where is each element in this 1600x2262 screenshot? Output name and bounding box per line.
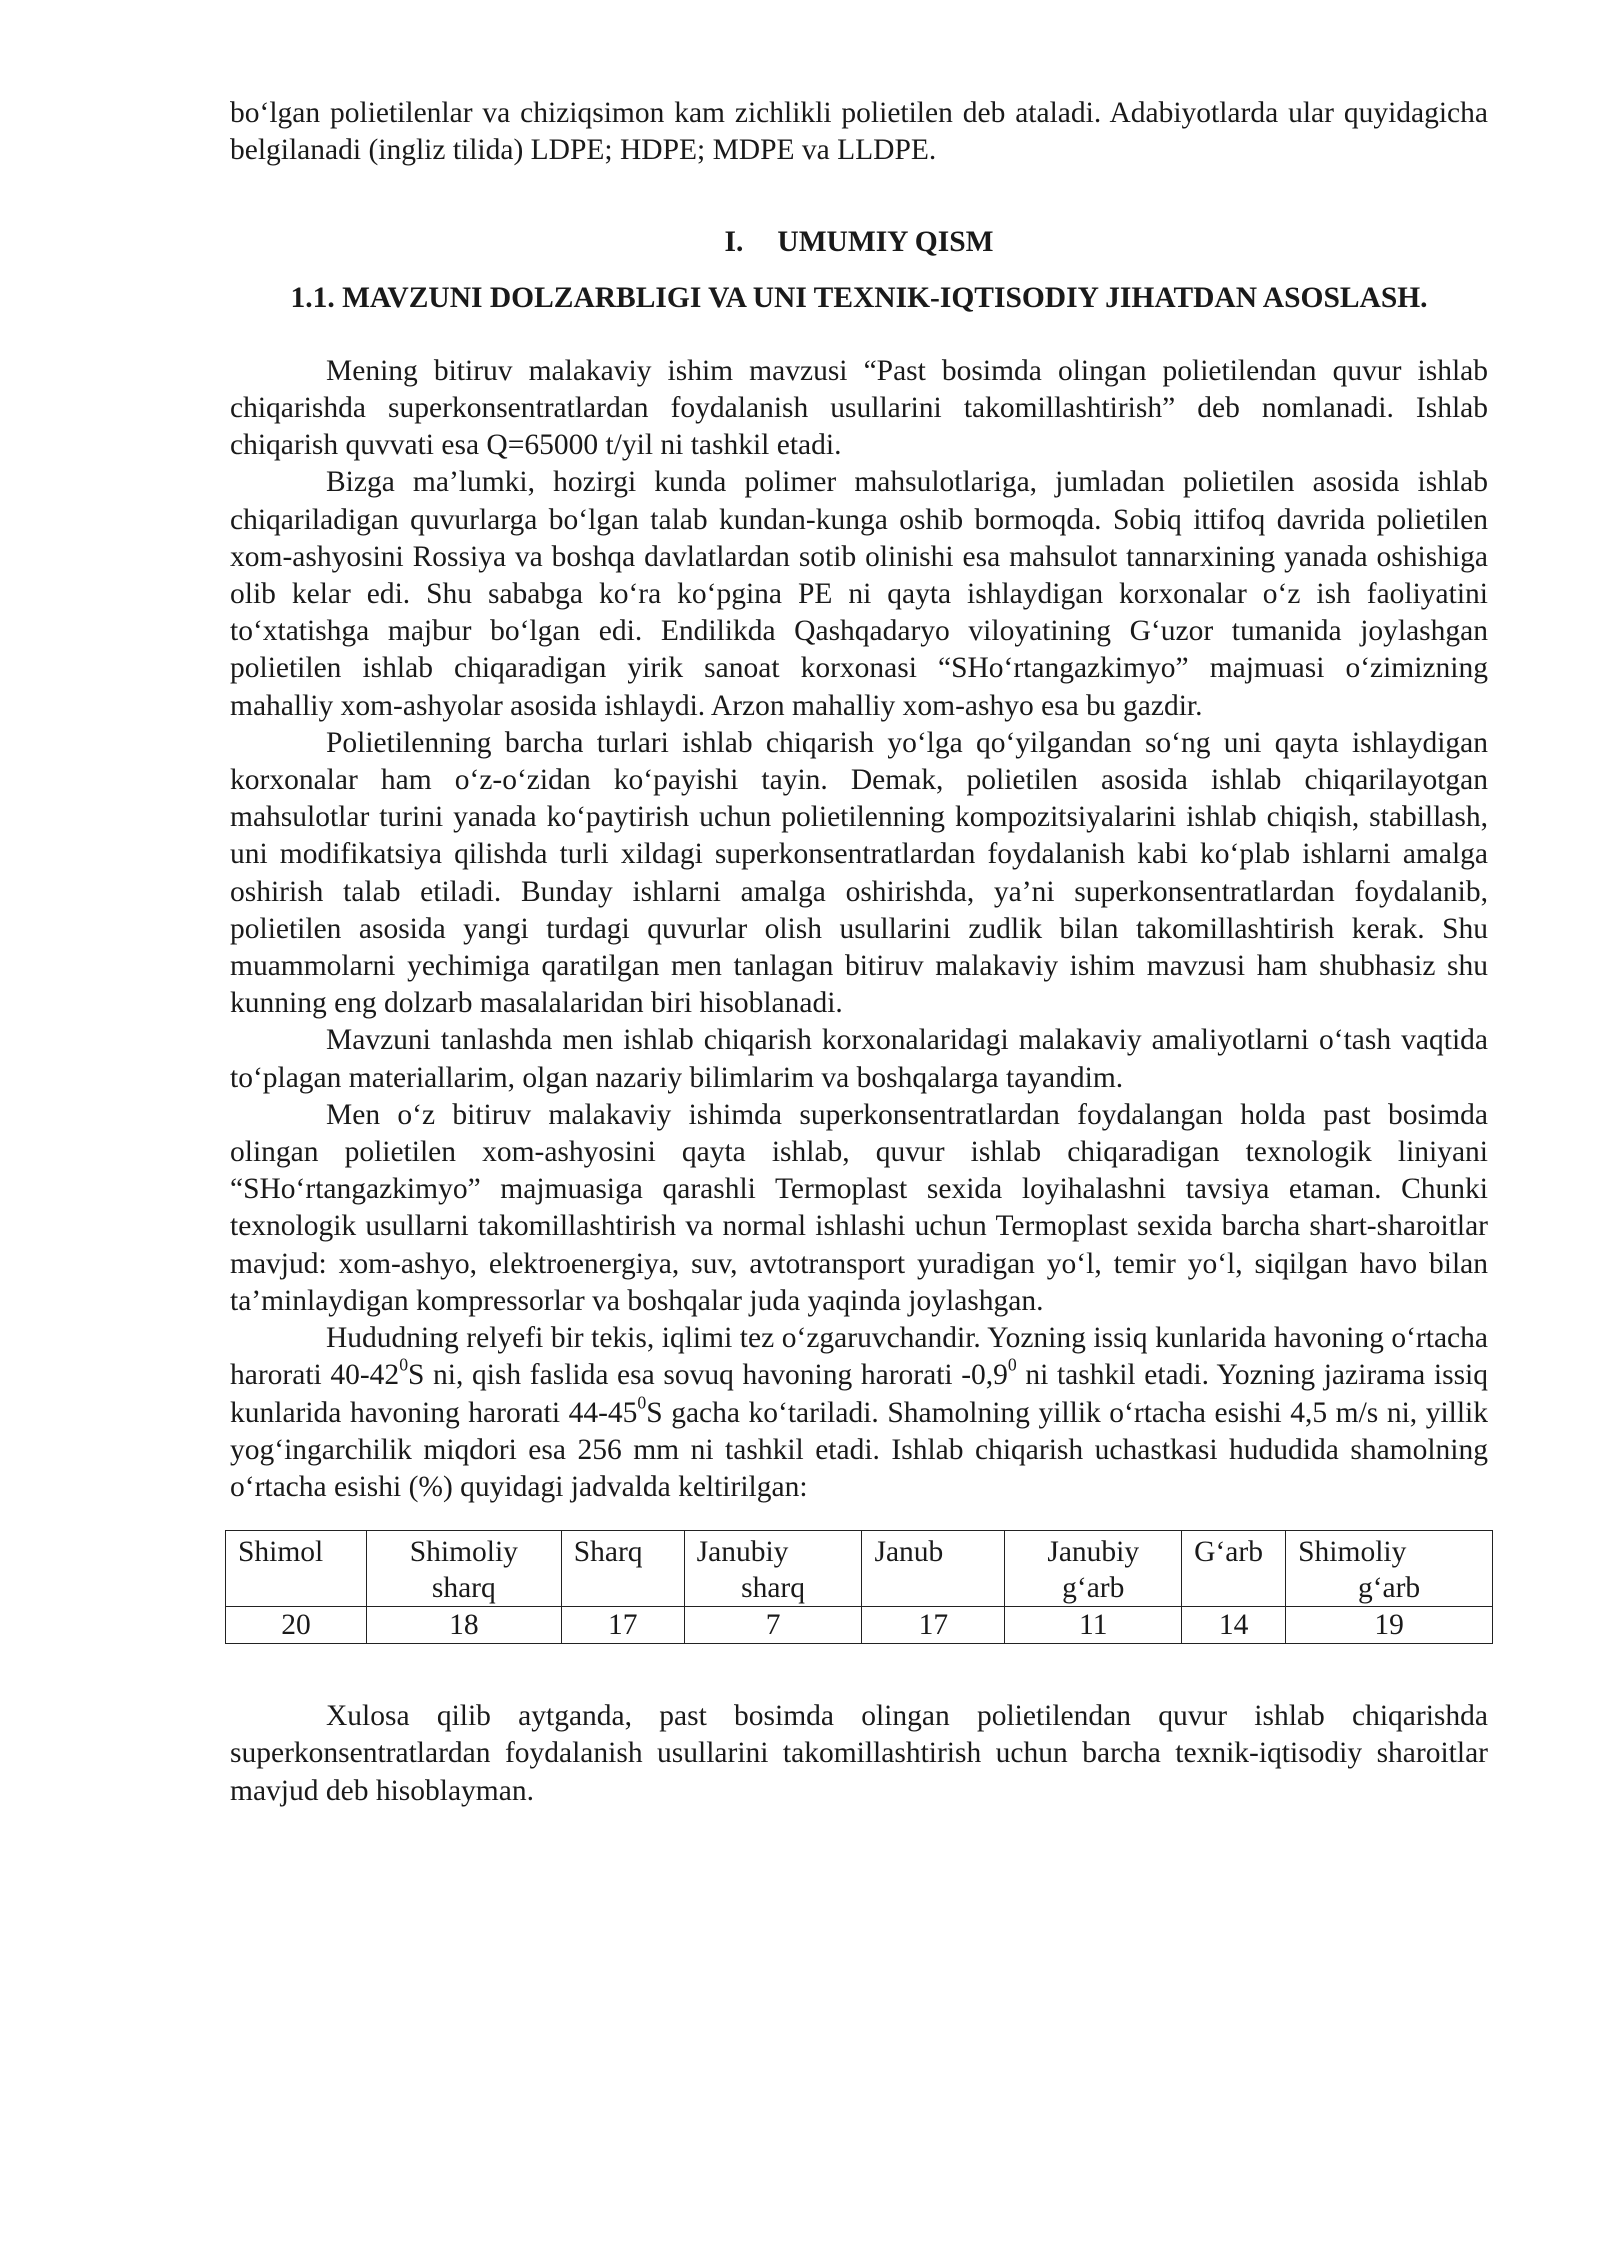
table-cell: 7 [684, 1607, 862, 1644]
table-header-cell: Shimoliy g‘arb [1286, 1531, 1493, 1607]
section-number: I. [724, 226, 744, 259]
subsection-heading: 1.1. MAVZUNI DOLZARBLIGI VA UNI TEXNIK-IQTISODIY JIHATDAN ASOSLASH. [290, 281, 1428, 314]
section-heading [230, 224, 1488, 261]
document-page [230, 95, 1488, 1810]
table-cell: 18 [366, 1607, 561, 1644]
degree-sup-1: 0 [399, 1355, 409, 1376]
climate-text-3: ni tashkil etadi. Yozning jazirama issiq kunlarida havoning harorati 44-45 [230, 1359, 1488, 1429]
wind-table [225, 1530, 1493, 1644]
paragraph-climate [230, 1320, 1488, 1506]
table-cell: 14 [1182, 1607, 1286, 1644]
climate-text-2: S ni, qish faslida esa sovuq havoning harorati -0,9 [408, 1359, 1008, 1392]
table-header-cell: Sharq [561, 1531, 684, 1607]
degree-sup-3: 0 [637, 1392, 647, 1413]
table-cell: 20 [226, 1607, 367, 1644]
table-cell: 11 [1005, 1607, 1182, 1644]
paragraph-demand: Bizga ma’lumki, hozirgi kunda polimer mahsulotlariga, jumladan polietilen asosida ishlab chiqariladigan quvurlarga bo‘lgan talab kundan-kunga oshib bormoqda. Sobiq ittifoq davrida polietilen xom-ashyosini Rossiya va boshqa davlatlardan sotib olinishi esa mahsulot tannarxining yanada oshishiga olib kelar edi. Shu sababga ko‘ra ko‘pgina PE ni qayta ishlaydigan korxonalar o‘z ish faoliyatini to‘xtatishga majbur bo‘lgan edi. Endilikda Qashqadaryo viloyatining G‘uzor tumanida joylashgan polietilen ishlab chiqaradigan yirik sanoat korxonasi “SHo‘rtangazkimyo” majmuasi o‘zimizning mahalliy xom-ashyolar asosida ishlaydi. Arzon mahalliy xom-ashyo esa bu gazdir. [230, 466, 1488, 722]
table-header-cell: G‘arb [1182, 1531, 1286, 1607]
climate-text-4: S gacha ko‘tariladi. Shamolning yillik o‘rtacha esishi 4,5 m/s ni, yillik yog‘ingarchilik miqdori esa 256 mm ni tashkil etadi. Ishlab chiqarish uchastkasi hududida shamolning o‘rtacha esishi (%) quyidagi jadvalda keltirilgan: [230, 1396, 1488, 1503]
paragraph-materials: Mavzuni tanlashda men ishlab chiqarish korxonalaridagi malakaviy amaliyotlarni o‘tash vaqtida to‘plagan materiallarim, olgan nazariy bilimlarim va boshqalarga tayandim. [230, 1024, 1488, 1094]
table-cell: 17 [561, 1607, 684, 1644]
wind-table-value-row [226, 1607, 1493, 1644]
paragraph-termoplast: Men o‘z bitiruv malakaviy ishimda superkonsentratlardan foydalangan holda past bosimda olingan polietilen xom-ashyosini qayta ishlab, quvur ishlab chiqaradigan texnologik liniyani “SHo‘rtangazkimyo” majmuasiga qarashli Termoplast sexida loyihalashni tavsiya etaman. Chunki texnologik usullarni takomillashtirish va normal ishlashi uchun Termoplast sexida barcha shart-sharoitlar mavjud: xom-ashyo, elektroenergiya, suv, avtotransport yuradigan yo‘l, temir yo‘l, siqilgan havo bilan ta’minlaydigan kompressorlar va boshqalar juda yaqinda joylashgan. [230, 1098, 1488, 1317]
paragraph-processing: Polietilenning barcha turlari ishlab chiqarish yo‘lga qo‘yilgandan so‘ng uni qayta ishlaydigan korxonalar ham o‘z-o‘zidan ko‘payishi tayin. Demak, polietilen asosida ishlab chiqarilayotgan mahsulotlar turini yanada ko‘paytirish uchun polietilenning kompozitsiyalarini ishlab chiqish, stabillash, uni modifikatsiya qilishda turli xildagi superkonsentratlardan foydalanish kabi ko‘plab ishlarni amalga oshirish talab etiladi. Bunday ishlarni amalga oshirishda, ya’ni superkonsentratlardan foydalanib, polietilen asosida yangi turdagi quvurlar olish usullarini zudlik bilan takomillashtirish kerak. Shu muammolarni yechimiga qaratilgan men tanlagan bitiruv malakaviy ishim mavzusi ham shubhasiz shu kunning eng dolzarb masalalaridan biri hisoblanadi. [230, 726, 1488, 1020]
table-header-cell: Janubiy g‘arb [1005, 1531, 1182, 1607]
table-cell: 19 [1286, 1607, 1493, 1644]
wind-table-header-row [226, 1531, 1493, 1607]
table-header-cell: Shimol [226, 1531, 367, 1607]
intro-paragraph: bo‘lgan polietilenlar va chiziqsimon kam zichlikli polietilen deb ataladi. Adabiyotlarda ular quyidagicha belgilanadi (ingliz tilida) LDPE; HDPE; MDPE va LLDPE. [230, 97, 1488, 167]
degree-sup-2: 0 [1007, 1355, 1017, 1376]
paragraph-conclusion: Xulosa qilib aytganda, past bosimda olingan polietilendan quvur ishlab chiqarishda superkonsentratlardan foydalanish usullarini takomillashtirish uchun barcha texnik-iqtisodiy sharoitlar mavjud deb hisoblayman. [230, 1700, 1488, 1807]
table-header-cell: Janub [862, 1531, 1005, 1607]
climate-text-1: Hududning relyefi bir tekis, iqlimi tez o‘zgaruvchandir. Yozning issiq kunlarida havoning o‘rtacha harorati 40-42 [230, 1322, 1488, 1392]
paragraph-topic: Mening bitiruv malakaviy ishim mavzusi “Past bosimda olingan polietilendan quvur ishlab chiqarishda superkonsentratlardan foydalanish usullarini takomillashtirish” deb nomlanadi. Ishlab chiqarish quvvati esa Q=65000 t/yil ni tashkil etadi. [230, 354, 1488, 462]
table-header-cell: Shimoliy sharq [366, 1531, 561, 1607]
table-header-cell: Janubiy sharq [684, 1531, 862, 1607]
section-title: UMUMIY QISM [777, 226, 994, 259]
table-cell: 17 [862, 1607, 1005, 1644]
